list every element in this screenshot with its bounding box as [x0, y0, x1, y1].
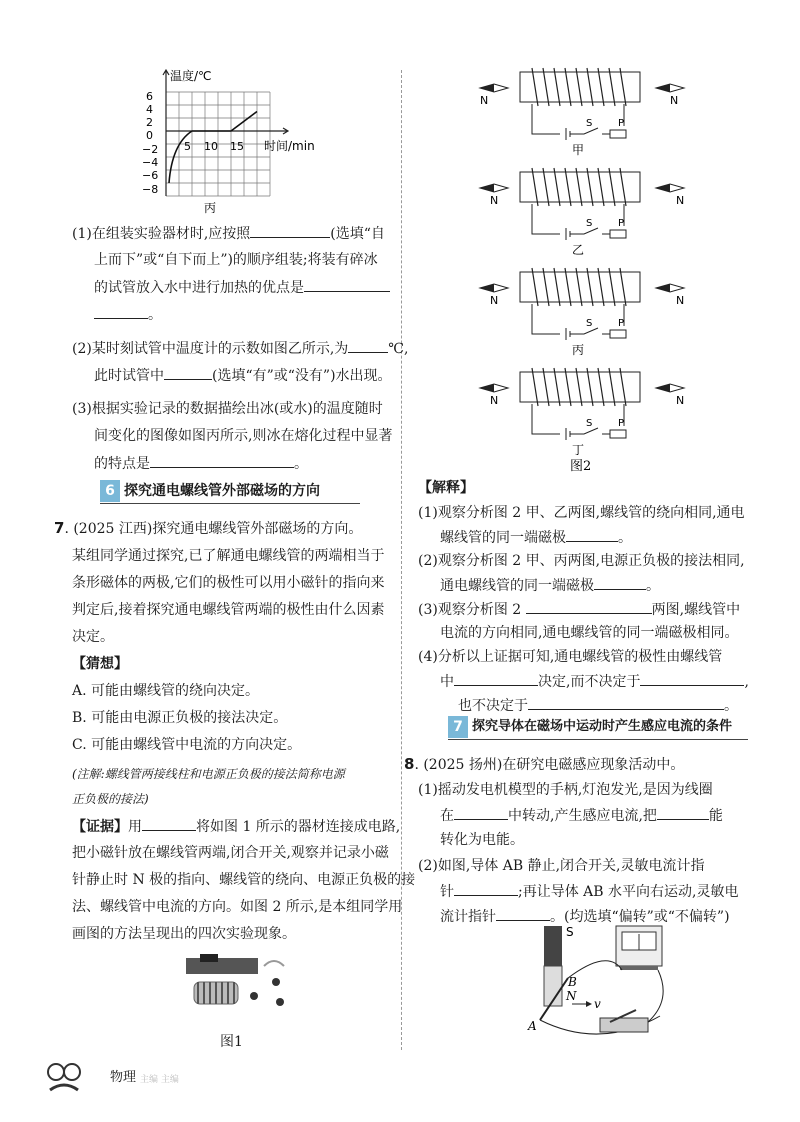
needle-n-label: N [676, 394, 685, 407]
q6-line6: 此时试管中 (选填“有”或“没有”)水出现。 [94, 365, 392, 386]
q7-note2: 正负极的接法) [72, 792, 149, 806]
rheostat-label: P [618, 418, 625, 429]
graph-ytick: 4 [146, 103, 153, 116]
q7-line2: 某组同学通过探究,已了解通电螺线管的两端相当于 [72, 548, 385, 564]
section-title: 探究通电螺线管外部磁场的方向 [124, 483, 320, 499]
needle-n-label: N [676, 194, 685, 207]
needle-n-label: N [490, 194, 499, 207]
q7-evidence4: 法、螺线管中电流的方向。如图 2 所示,是本组同学用 [72, 899, 403, 915]
label-n: N [566, 989, 577, 1003]
graph-xlabel: 时间/min [264, 139, 315, 153]
graph-caption: 丙 [204, 201, 217, 215]
answer-blank[interactable] [94, 304, 148, 319]
needle-n-label: N [490, 394, 499, 407]
graph-xtick: 10 [204, 140, 218, 153]
q7-line3: 条形磁体的两极,它们的极性可以用小磁针的指向来 [72, 575, 385, 591]
solenoid-panel [480, 368, 684, 457]
graph-ytick: −8 [142, 183, 159, 196]
q6-line5: (2)某时刻试管中温度计的示数如图乙所示,为 ℃, [72, 338, 408, 359]
section-number: 6 [100, 480, 120, 502]
q6-line1: (1)在组装实验器材时,应按照 (选填“自 [72, 223, 385, 244]
q7-evidence3: 针静止时 N 极的指向、螺线管的绕向、电源正负极的接 [72, 872, 416, 888]
answer-blank[interactable] [566, 527, 618, 542]
figure-2-solenoids [460, 58, 720, 478]
rheostat-label: P [618, 218, 625, 229]
q6-line8: 间变化的图像如图丙所示,则冰在熔化过程中显著 [94, 428, 393, 444]
switch-label: S [586, 318, 593, 329]
solenoid-panel [480, 168, 684, 257]
solenoid-panel [480, 68, 684, 157]
q7-guess-c: C. 可能由螺线管中电流的方向决定。 [72, 737, 302, 753]
q6-line9: 的特点是 。 [94, 453, 308, 474]
explanation-heading: 【解释】 [418, 480, 474, 496]
magnet-s-pole [544, 926, 562, 966]
q8-line4: (2)如图,导体 AB 静止,闭合开关,灵敏电流计指 [418, 858, 705, 874]
label-a: A [528, 1019, 537, 1033]
graph-ytick: −6 [142, 169, 159, 182]
answer-blank[interactable] [142, 816, 196, 831]
expl-line9: 也不决定于 。 [458, 695, 738, 716]
q8-line0: 8. (2025 扬州)在研究电磁感应现象活动中。 [404, 755, 685, 773]
answer-blank[interactable] [496, 906, 550, 921]
q7-evidence5: 画图的方法呈现出的四次实验现象。 [72, 926, 296, 942]
expl-line5: (3)观察分析图 2 两图,螺线管中 [418, 599, 740, 620]
rheostat-label: P [618, 318, 625, 329]
switch-label: S [586, 118, 593, 129]
q7-line5: 决定。 [72, 629, 114, 645]
expl-line7: (4)分析以上证据可知,通电螺线管的极性由螺线管 [418, 649, 723, 665]
label-s: S [566, 925, 574, 939]
switch-label: S [586, 418, 593, 429]
section-6-header [100, 480, 360, 502]
panel-label: 甲 [572, 143, 585, 157]
q8-line3: 转化为电能。 [440, 832, 524, 848]
graph-ytick: 6 [146, 90, 153, 103]
expl-line8: 中 决定,而不决定于 , [440, 671, 749, 692]
footer-subject: 物理 [110, 1070, 137, 1085]
graph-ylabel: 温度/℃ [170, 69, 212, 83]
section-number: 7 [448, 716, 468, 738]
answer-blank[interactable] [348, 338, 388, 353]
figure-1-caption: 图1 [220, 1034, 243, 1050]
answer-blank[interactable] [150, 453, 294, 468]
graph-ytick: −2 [142, 143, 159, 156]
panel-label: 乙 [572, 243, 585, 257]
needle-n-label: N [480, 94, 489, 107]
label-v: v [594, 997, 601, 1011]
rheostat-label: P [618, 118, 625, 129]
q7-evidence1: 【证据】用 将如图 1 所示的器材连接成电路, [72, 816, 400, 837]
graph-xtick: 5 [184, 140, 191, 153]
label-b: B [568, 975, 577, 989]
answer-blank[interactable] [640, 671, 744, 686]
q8-line6: 流计指针 。(均选填“偏转”或“不偏转”) [440, 906, 730, 927]
q7-evidence2: 把小磁针放在螺线管两端,闭合开关,观察并记录小磁 [72, 845, 389, 861]
answer-blank[interactable] [304, 277, 390, 292]
panel-label: 丁 [572, 443, 585, 457]
q6-line7: (3)根据实验记录的数据描绘出冰(或水)的温度随时 [72, 401, 383, 417]
figure-1-photo [180, 952, 300, 1024]
answer-blank[interactable] [594, 575, 646, 590]
figure-2-caption: 图2 [570, 459, 592, 474]
panel-label: 丙 [572, 343, 585, 357]
section-title: 探究导体在磁场中运动时产生感应电流的条件 [472, 719, 733, 734]
q8-line5: 针 ;再让导体 AB 水平向右运动,灵敏电 [440, 881, 738, 902]
graph-ytick: 2 [146, 116, 153, 129]
q7-guess-b: B. 可能由电源正负极的接法决定。 [72, 710, 288, 726]
switch-base [600, 1018, 648, 1032]
expl-line4: 通电螺线管的同一端磁极 。 [440, 575, 660, 596]
needle-n-label: N [670, 94, 679, 107]
answer-blank[interactable] [164, 365, 212, 380]
q7-line4: 判定后,接着探究通电螺线管两端的极性由什么因素 [72, 602, 385, 618]
q6-line2: 上而下”或“自下而上”)的顺序组装;将装有碎冰 [94, 252, 378, 268]
answer-blank[interactable] [528, 695, 724, 710]
needle-n-label: N [490, 294, 499, 307]
expl-line3: (2)观察分析图 2 甲、丙两图,电源正负极的接法相同, [418, 553, 745, 569]
q6-line3: 的试管放入水中进行加热的优点是 [94, 277, 390, 298]
temperature-graph [140, 66, 340, 216]
switch-label: S [586, 218, 593, 229]
q8-line2: 在 中转动,产生感应电流,把 能 [440, 805, 723, 826]
expl-line2: 螺线管的同一端磁极 。 [440, 527, 632, 548]
answer-blank[interactable] [657, 805, 709, 820]
graph-ytick: 0 [146, 129, 153, 142]
q7-note1: (注解:螺线管两接线柱和电源正负极的接法简称电源 [72, 767, 345, 781]
solenoid-panel [480, 268, 684, 357]
q7-guess-a: A. 可能由螺线管的绕向决定。 [72, 683, 260, 699]
q7-guess-heading: 【猜想】 [72, 656, 128, 672]
graph-ytick: −4 [142, 156, 159, 169]
induction-figure [520, 922, 690, 1040]
answer-blank[interactable] [526, 599, 652, 614]
q8-line1: (1)摇动发电机模型的手柄,灯泡发光,是因为线圈 [418, 782, 713, 798]
answer-blank[interactable] [250, 223, 330, 238]
footer-tag: 主编 主编 [140, 1075, 179, 1085]
expl-line6: 电流的方向相同,通电螺线管的同一端磁极相同。 [440, 625, 739, 641]
q6-line4: 。 [94, 304, 162, 325]
expl-line1: (1)观察分析图 2 甲、乙两图,螺线管的绕向相同,通电 [418, 505, 745, 521]
answer-blank[interactable] [454, 881, 518, 896]
needle-n-label: N [676, 294, 685, 307]
graph-xtick: 15 [230, 140, 244, 153]
mascot-logo [44, 1060, 92, 1094]
answer-blank[interactable] [454, 805, 508, 820]
answer-blank[interactable] [454, 671, 538, 686]
section-7-header [448, 716, 748, 738]
q7-line1: 7. (2025 江西)探究通电螺线管外部磁场的方向。 [54, 519, 363, 537]
